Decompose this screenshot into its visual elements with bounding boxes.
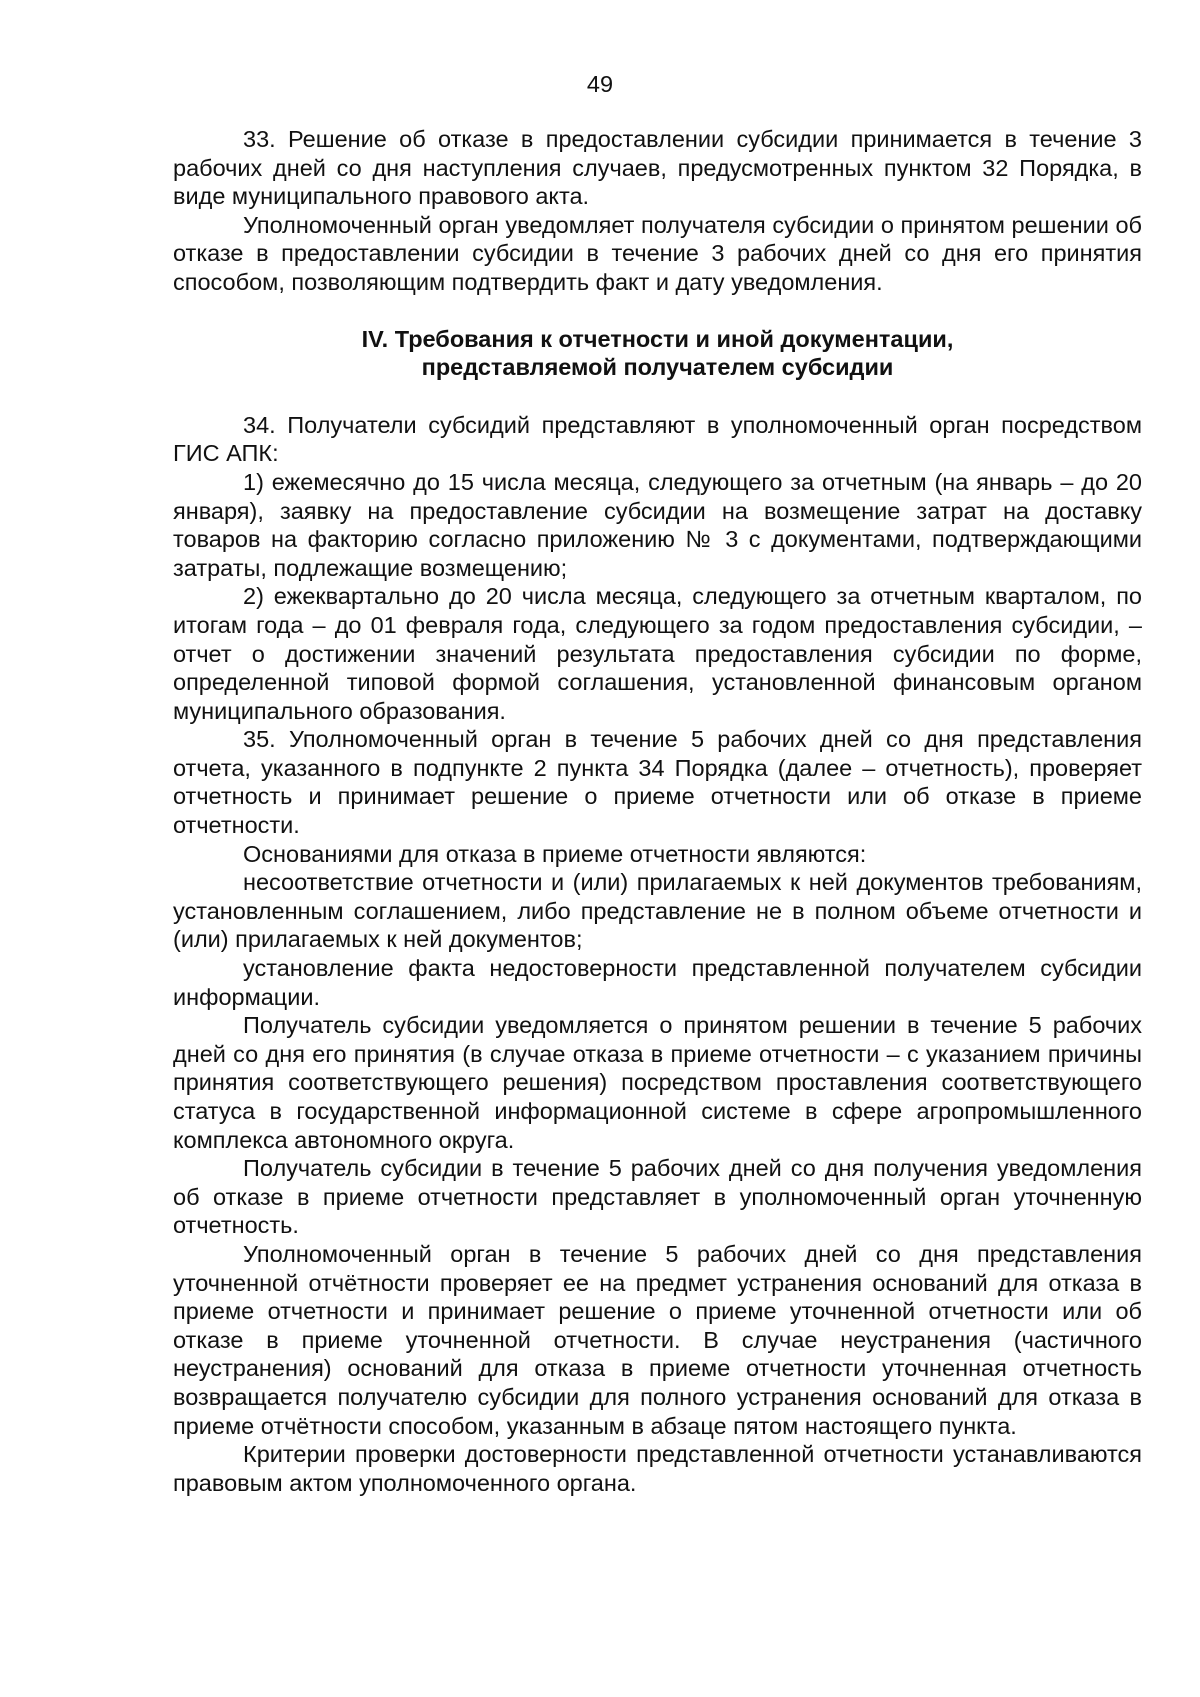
paragraph-34-item-1: 1) ежемесячно до 15 числа месяца, следующего за отчетным (на январь – до 20 января), заявку на предоставление субсидии на возмещение затрат на доставку товаров на факторию согласно приложению № 3 с документами, подтверждающими затраты, подлежащие возмещению; bbox=[173, 468, 1142, 581]
section-heading bbox=[173, 325, 1142, 382]
paragraph-35-criteria: Критерии проверки достоверности представленной отчетности устанавливаются правовым актом уполномоченного органа. bbox=[173, 1441, 1142, 1496]
paragraph-35-ground-2: установление факта недостоверности представленной получателем субсидии информации. bbox=[173, 955, 1142, 1010]
section-title-line-2: представляемой получателем субсидии bbox=[421, 354, 894, 381]
paragraph-35-recheck: Уполномоченный орган в течение 5 рабочих дней со дня представления уточненной отчётности проверяет ее на предмет устранения оснований для отказа в приеме отчетности и принимает решение о приеме уточненной отчетности или об отказе в приеме уточненной отчетности. В случае неустранения (частичного неустранения) оснований для отказа в приеме отчетности уточненная отчетность возвращается получателю субсидии для полного устранения оснований для отказа в приеме отчётности способом, указанным в абзаце пятом настоящего пункта. bbox=[173, 1240, 1142, 1439]
document-body bbox=[173, 125, 1142, 1497]
paragraph-33-notification: Уполномоченный орган уведомляет получателя субсидии о принятом решении об отказе в предоставлении субсидии в течение 3 рабочих дней со дня его принятия способом, позволяющим подтвердить факт и дату уведомления. bbox=[173, 211, 1142, 295]
paragraph-35-resubmission: Получатель субсидии в течение 5 рабочих дней со дня получения уведомления об отказе в приеме отчетности представляет в уполномоченный орган уточненную отчетность. bbox=[173, 1155, 1142, 1239]
paragraph-35: 35. Уполномоченный орган в течение 5 рабочих дней со дня представления отчета, указанного в подпункте 2 пункта 34 Порядка (далее – отчетность), проверяет отчетность и принимает решение о приеме отчетности или об отказе в приеме отчетности. bbox=[173, 726, 1142, 839]
page-number: 49 bbox=[586, 71, 614, 97]
paragraph-33: 33. Решение об отказе в предоставлении субсидии принимается в течение 3 рабочих дней со дня наступления случаев, предусмотренных пунктом 32 Порядка, в виде муниципального правового акта. bbox=[173, 126, 1142, 210]
paragraph-35-grounds: Основаниями для отказа в приеме отчетности являются: bbox=[243, 840, 867, 867]
paragraph-34-item-2: 2) ежеквартально до 20 числа месяца, следующего за отчетным кварталом, по итогам года – до 01 февраля года, следующего за годом предоставления субсидии, – отчет о достижении значений результата предоставления субсидии по форме, определенной типовой формой соглашения, установленной финансовым органом муниципального образования. bbox=[173, 583, 1142, 724]
paragraph-35-ground-1: несоответствие отчетности и (или) прилагаемых к ней документов требованиям, установленным соглашением, либо представление не в полном объеме отчетности и (или) прилагаемых к ней документов; bbox=[173, 869, 1142, 953]
section-title-line-1: IV. Требования к отчетности и иной документации, bbox=[361, 325, 954, 352]
paragraph-34: 34. Получатели субсидий представляют в уполномоченный орган посредством ГИС АПК: bbox=[173, 411, 1142, 467]
paragraph-35-notification: Получатель субсидии уведомляется о принятом решении в течение 5 рабочих дней со дня его принятия (в случае отказа в приеме отчетности – с указанием причины принятия соответствующего решения) посредством проставления соответствующего статуса в государственной информационной системе в сфере агропромышленного комплекса автономного округа. bbox=[173, 1012, 1142, 1153]
